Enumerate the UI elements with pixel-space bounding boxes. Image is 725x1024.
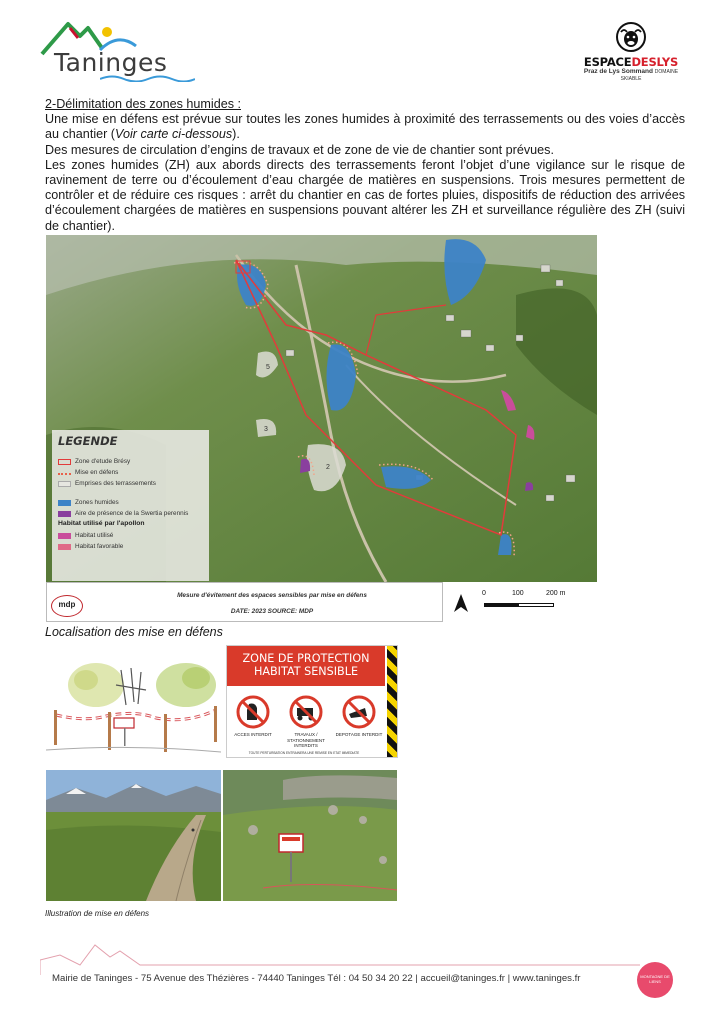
section-title: 2-Délimitation des zones humides : <box>45 97 241 111</box>
map-title: Mesure d'évitement des espaces sensibles par mise en défens <box>177 592 367 599</box>
sign-label: DEPOTAGE INTERDIT <box>335 732 383 737</box>
scale-bar: 0 100 200 m <box>478 590 578 612</box>
no-vehicles-icon <box>291 697 321 727</box>
sign-footnote: TOUTE PERTURBATION ENTRAINERA UNE REMISE EN ETAT IMMEDIATE <box>248 751 360 755</box>
brand-name: ESPACEDESLYS <box>583 55 679 69</box>
sign-label: ACCES INTERDIT <box>234 732 272 737</box>
legend-item-terrassements: Emprises des terrassements <box>58 478 203 489</box>
montagne-de-liens-badge: MONTAGNE DE LIENS <box>637 962 673 998</box>
map-legend <box>52 430 209 581</box>
legend-item-zones-humides: Zones humides <box>58 497 203 508</box>
terrace-number: 3 <box>264 426 268 433</box>
footer-mountain-line <box>40 935 640 975</box>
taninges-logo <box>40 18 168 78</box>
section-content <box>45 97 685 234</box>
paragraph-3: Les zones humides (ZH) aux abords directs des terrassements feront l’objet d’une vigilance sur le risque de ravinement de terre ou d’écoulement d’eau chargée de matières en suspensions. Trois mesures permettent de contrôler et de réduire ces risques : arrêt du chantier en cas de fortes pluies, dispositifs de réduction des arrivées d’écoulement chargées de matières en suspensions pouvant altérer les ZH et surveillance régulière des ZH (suivi de chantier). <box>45 157 685 233</box>
legend-item-swertia: Aire de présence de la Swertia perennis <box>58 508 203 519</box>
no-dumping-icon <box>344 697 374 727</box>
brand-subtitle: Praz de Lys Sommand DOMAINE SKIABLE <box>583 68 679 82</box>
logo-wordmark: Taninges <box>54 48 168 77</box>
photo-meadow-path <box>46 770 221 901</box>
sign-heading: ZONE DE PROTECTION HABITAT SENSIBLE <box>227 646 385 686</box>
paragraph-1: Une mise en défens est prévue sur toutes les zones humides à proximité des terrassements ou des voies d’accès au chantier (Voir carte ci-dessous). <box>45 112 685 142</box>
wave-icon <box>100 74 195 82</box>
north-arrow-icon <box>453 594 469 612</box>
terrace-number: 2 <box>326 464 330 471</box>
legend-title: LEGENDE <box>58 434 118 448</box>
espace-des-lys-logo <box>576 22 686 82</box>
paragraph-2: Des mesures de circulation d’engins de travaux et de zone de vie de chantier sont prévues. <box>45 142 554 157</box>
protection-sign <box>226 645 398 758</box>
mise-en-defens-sketch <box>46 660 221 756</box>
legend-item-habitat-favorable: Habitat favorable <box>58 541 203 552</box>
terrace-number: 5 <box>266 364 270 371</box>
map-caption: Localisation des mise en défens <box>45 625 223 639</box>
legend-item-habitat-utilise: Habitat utilisé <box>58 530 203 541</box>
cow-head-icon <box>615 22 647 52</box>
map-date-source: DATE: 2023 SOURCE: MDP <box>230 608 314 615</box>
legend-subheading: Habitat utilisé par l'apollon <box>58 520 145 527</box>
sign-label: TRAVAUX / STATIONNEMENT INTERDITS <box>287 732 325 748</box>
legend-item-study-zone: Zone d'etude Brésy <box>58 456 203 467</box>
legend-item-mise-en-defens: Mise en défens <box>58 467 203 478</box>
map-title-block <box>46 582 443 622</box>
footer-contact: Mairie de Taninges - 75 Avenue des Thézières - 74440 Taninges Tél : 04 50 34 20 22 | accueil@taninges.fr | www.taninges.fr <box>52 973 581 984</box>
photo-sign-in-field <box>223 770 397 901</box>
no-access-icon <box>238 697 268 727</box>
hazard-stripe <box>387 646 397 758</box>
illustration-caption: Illustration de mise en défens <box>45 909 150 918</box>
mdp-logo: mdp <box>51 595 83 617</box>
